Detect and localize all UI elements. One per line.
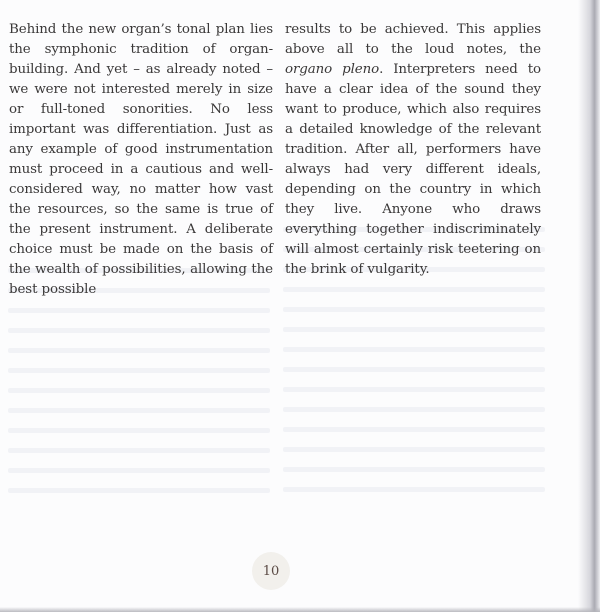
right-text-part-2: . Interpreters need to have a clear idea of the sound they want to produce, which also requires a detailed knowledge of the relevant tradition. After all, performers have always had very different ideals, depending on the country in which they live. Anyone who draws everything together indiscriminately will almost certainly risk teetering on the brink of vulgarity. (285, 62, 541, 277)
right-text-column (285, 20, 541, 280)
page-number: 10 (262, 563, 280, 579)
left-text-column (9, 20, 273, 300)
page-number-badge (252, 552, 290, 590)
right-column-paragraph (285, 20, 541, 280)
page-edge-shadow (578, 0, 600, 612)
left-column-paragraph: Behind the new organ’s tonal plan lies the symphonic tradition of organ-building. And yet – as already noted – we were not interested merely in size or full-toned sonorities. No less important was differentiation. Just as any example of good instrumentation must proceed in a cautious and well-considered way, no matter how vast the resources, so the same is true of the present instrument. A deliberate choice must be made on the basis of the wealth of possibilities, allowing the best possible (9, 22, 273, 297)
italic-phrase: organo pleno (285, 62, 380, 77)
page-bottom-shadow (0, 607, 600, 612)
bleed-through-text-left (8, 268, 270, 508)
right-text-part-1: results to be achieved. This applies above all to the loud notes, the (285, 22, 541, 57)
